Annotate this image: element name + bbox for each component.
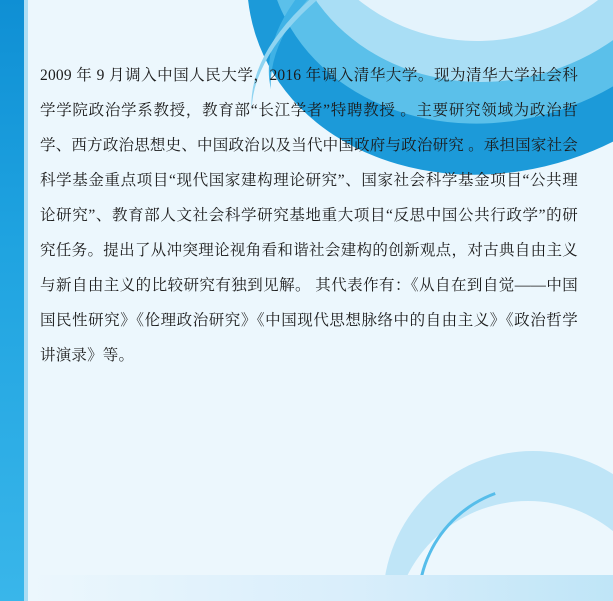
body-paragraph: 2009 年 9 月调入中国人民大学，2016 年调入清华大学。现为清华大学社会科学学院政治学系教授，教育部“长江学者”特聘教授 。主要研究领域为政治哲学、西方政治思想史、中国政治以及当代中国政府与政治研究 。承担国家社会科学基金重点项目“现代国家建构理论研究”、国家社会科学基金项目“公共理论研究”、教育部人文社会科学研究基地重大项目“反思中国公共行政学”的研究任务。提出了从冲突理论视角看和谐社会建构的创新观点，对古典自由主义与新自由主义的比较研究有独到见解。 其代表作有：《从自在到自觉——中国国民性研究》《伦理政治研究》《中国现代思想脉络中的自由主义》《政治哲学讲演录》等。 [40, 66, 578, 364]
